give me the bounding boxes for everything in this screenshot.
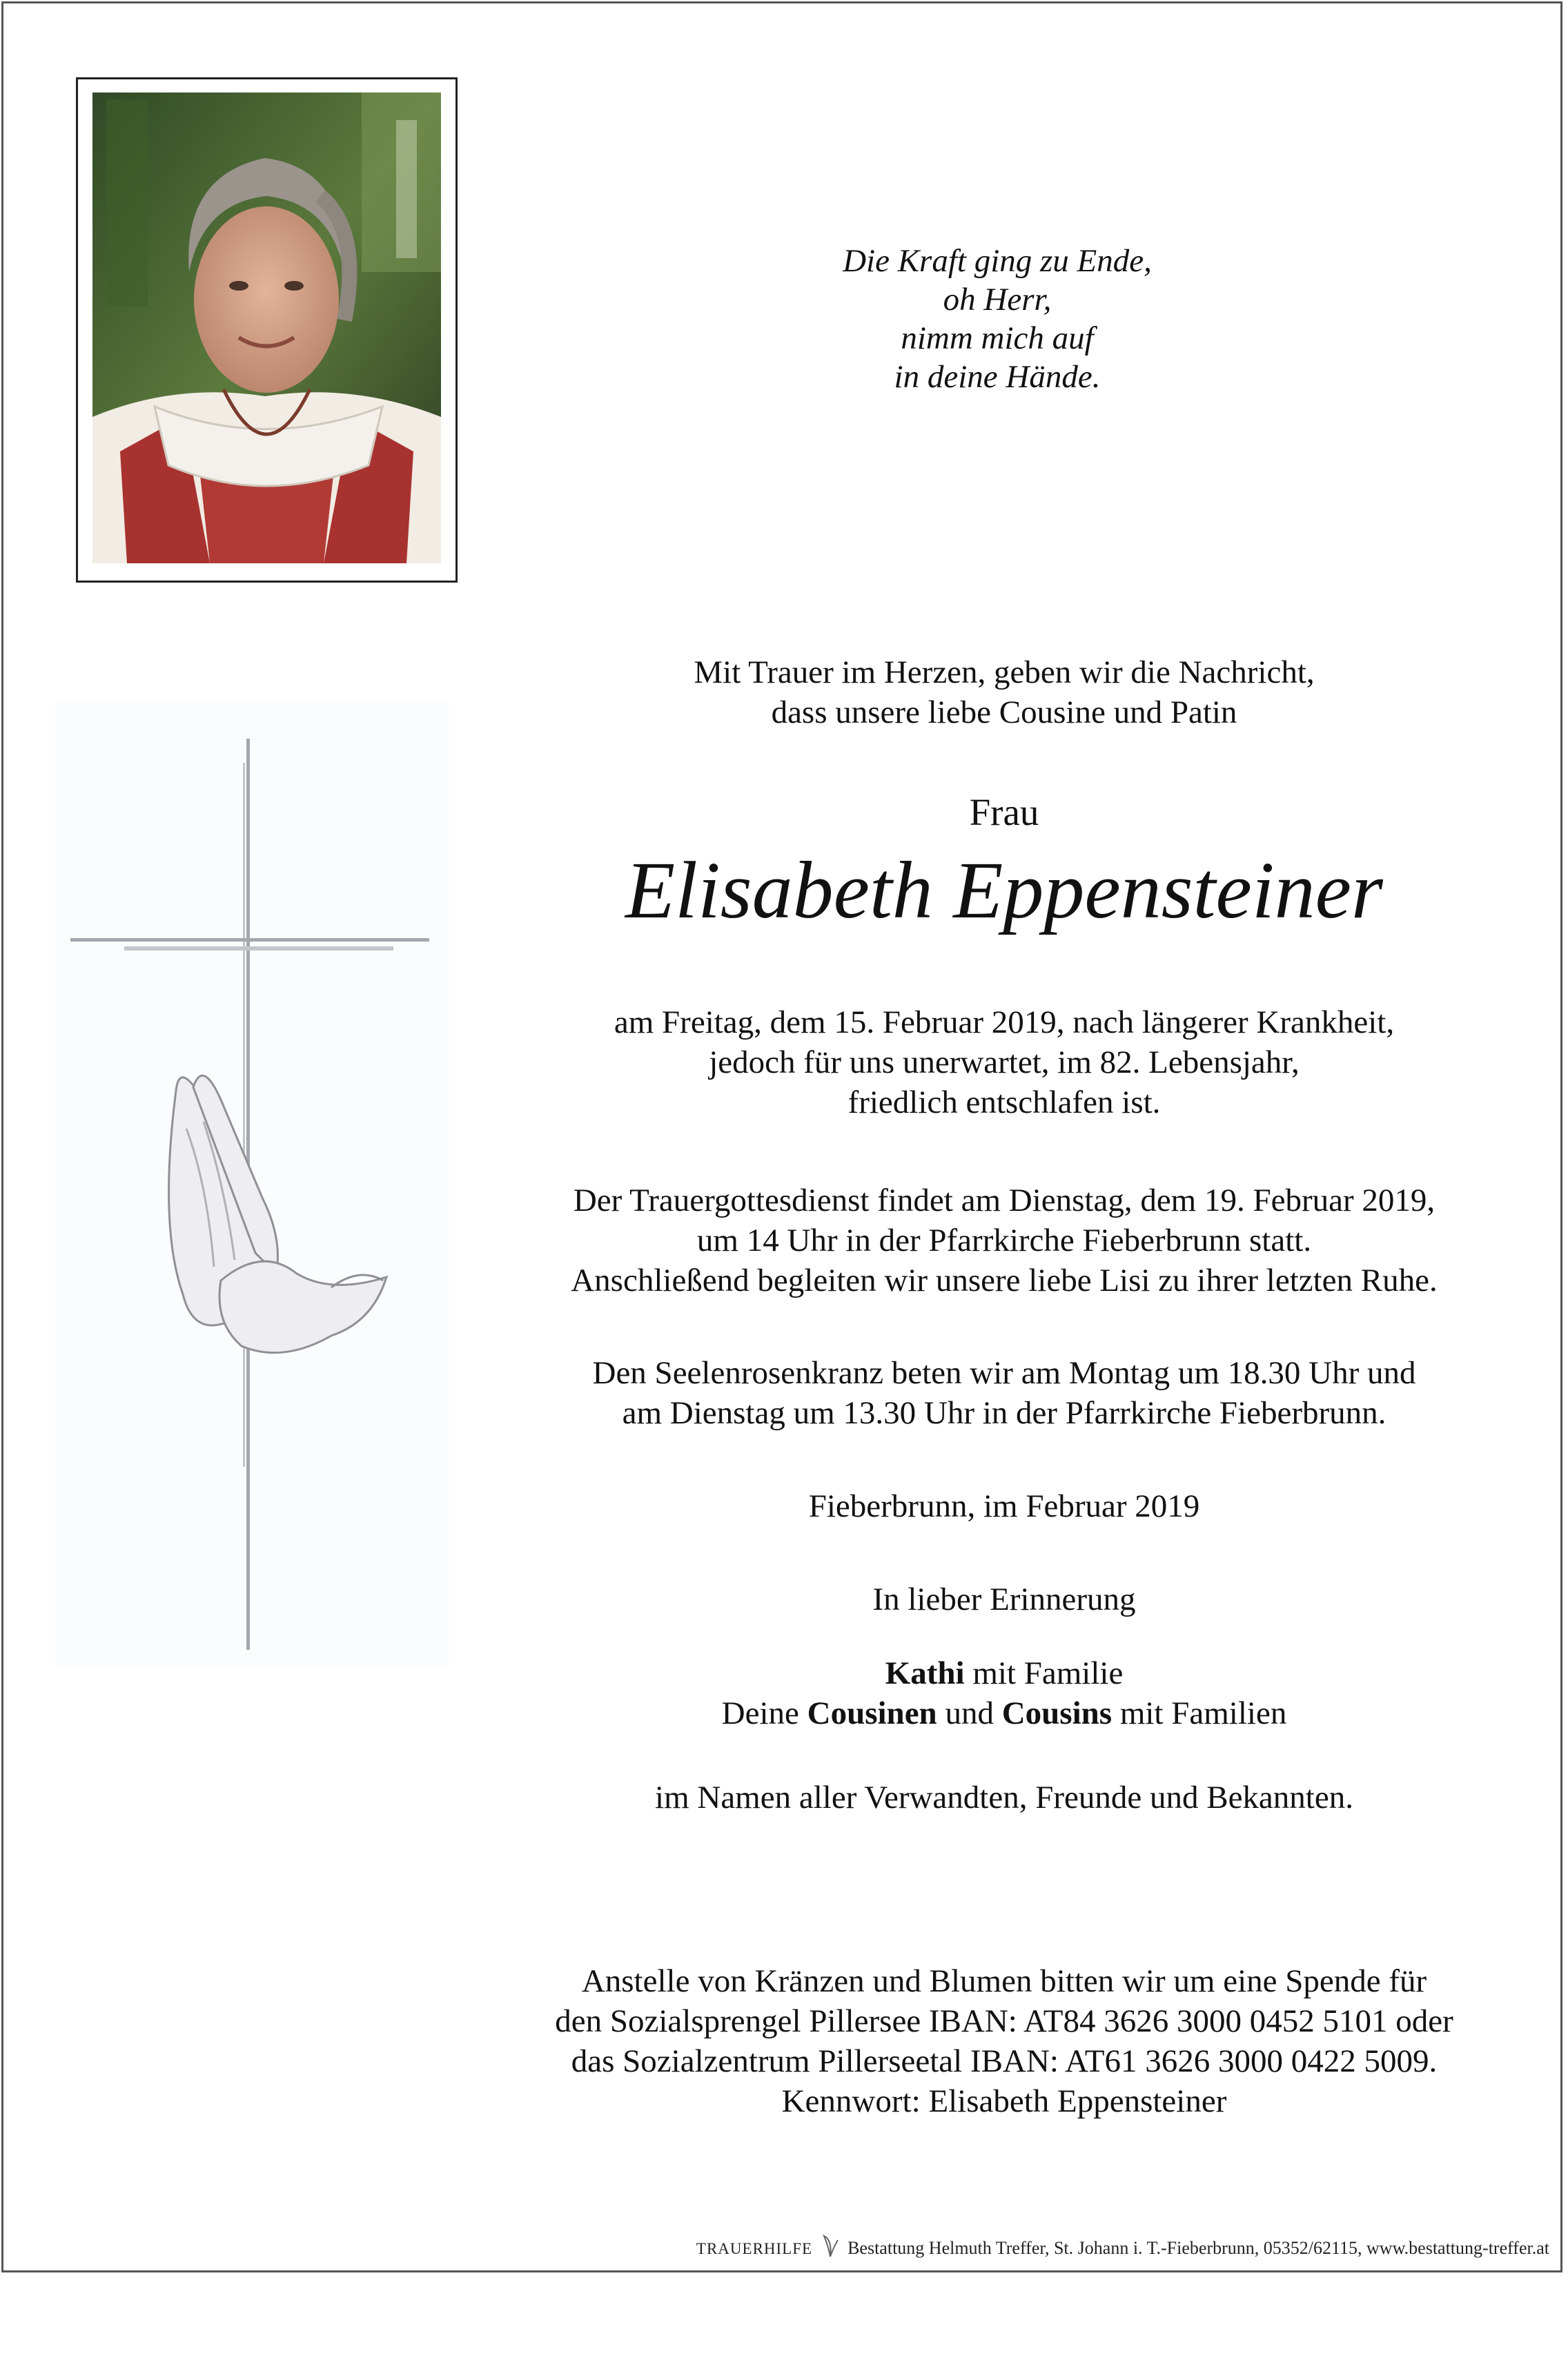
mourner-line: [487, 1693, 1522, 1733]
announcement: [487, 652, 1522, 732]
donation-line: Kennwort: Elisabeth Eppensteiner: [781, 2083, 1227, 2119]
mourner-line: [487, 1653, 1522, 1693]
remembrance: In lieber Erinnerung: [872, 1581, 1136, 1617]
death-info-line: friedlich entschlafen ist.: [847, 1084, 1161, 1120]
obituary-sheet: [1, 1, 1562, 2272]
mourner-name-bold: Cousins: [1001, 1695, 1113, 1731]
funeral-line: Anschließend begleiten wir unsere liebe Lisi zu ihrer letzten Ruhe.: [571, 1263, 1438, 1298]
rosary-line: Den Seelenrosenkranz beten wir am Montag um 18.30 Uhr und: [592, 1355, 1416, 1391]
cross-horizontal-beam: [70, 938, 429, 942]
rosary-info: [487, 1353, 1522, 1433]
death-info-line: am Freitag, dem 15. Februar 2019, nach längerer Krankheit,: [614, 1004, 1395, 1040]
funeral-info: [487, 1180, 1522, 1301]
portrait-photo: [92, 93, 441, 563]
announcement-line: dass unsere liebe Cousine und Patin: [771, 694, 1237, 730]
mourner-name-bold: Kathi: [885, 1655, 965, 1691]
mourner-text: mit Familie: [964, 1655, 1124, 1691]
verse-line: Die Kraft ging zu Ende,: [843, 243, 1152, 279]
mourners: [487, 1653, 1522, 1733]
mourner-name-bold: Cousinen: [807, 1695, 937, 1731]
funeral-line: um 14 Uhr in der Pfarrkirche Fieberbrunn statt.: [696, 1223, 1312, 1258]
mourner-text: Deine: [721, 1695, 807, 1731]
leaf-logo-icon: [821, 2233, 839, 2258]
footer-text: Bestattung Helmuth Treffer, St. Johann i. T.-Fieberbrunn, 05352/62115, www.bestattung-treffer.at: [847, 2238, 1549, 2258]
praying-hands-icon: [169, 1075, 386, 1352]
verse-line: in deine Hände.: [894, 359, 1101, 395]
closing-line: im Namen aller Verwandten, Freunde und Bekannten.: [655, 1780, 1353, 1815]
death-info-line: jedoch für uns unerwartet, im 82. Lebensjahr,: [709, 1044, 1300, 1080]
donation-request: [487, 1961, 1522, 2121]
verse-line: nimm mich auf: [901, 320, 1094, 356]
place-date: Fieberbrunn, im Februar 2019: [808, 1488, 1200, 1524]
funeral-line: Der Trauergottesdienst findet am Dienstag, dem 19. Februar 2019,: [573, 1182, 1435, 1218]
title-word: Frau: [969, 791, 1039, 833]
mourner-text: mit Familien: [1112, 1695, 1287, 1731]
donation-line: das Sozialzentrum Pillerseetal IBAN: AT61 3626 3000 0422 5009.: [571, 2043, 1438, 2079]
portrait-frame: [76, 77, 458, 583]
announcement-line: Mit Trauer im Herzen, geben wir die Nachricht,: [694, 654, 1315, 690]
footer-brand: TRAUERHILFE: [696, 2240, 813, 2257]
cross-praying-hands-image: [55, 701, 449, 1667]
donation-line: Anstelle von Kränzen und Blumen bitten wir um eine Spende für: [581, 1963, 1427, 1999]
deceased-name: Elisabeth Eppensteiner: [625, 845, 1383, 935]
mourner-text: und: [937, 1695, 1002, 1731]
verse-line: oh Herr,: [943, 282, 1052, 318]
footer: [459, 2233, 1549, 2259]
donation-line: den Sozialsprengel Pillersee IBAN: AT84 3626 3000 0452 5101 oder: [555, 2003, 1453, 2039]
verse: [721, 242, 1273, 396]
rosary-line: am Dienstag um 13.30 Uhr in der Pfarrkirche Fieberbrunn.: [622, 1395, 1386, 1431]
death-info: [487, 1002, 1522, 1122]
